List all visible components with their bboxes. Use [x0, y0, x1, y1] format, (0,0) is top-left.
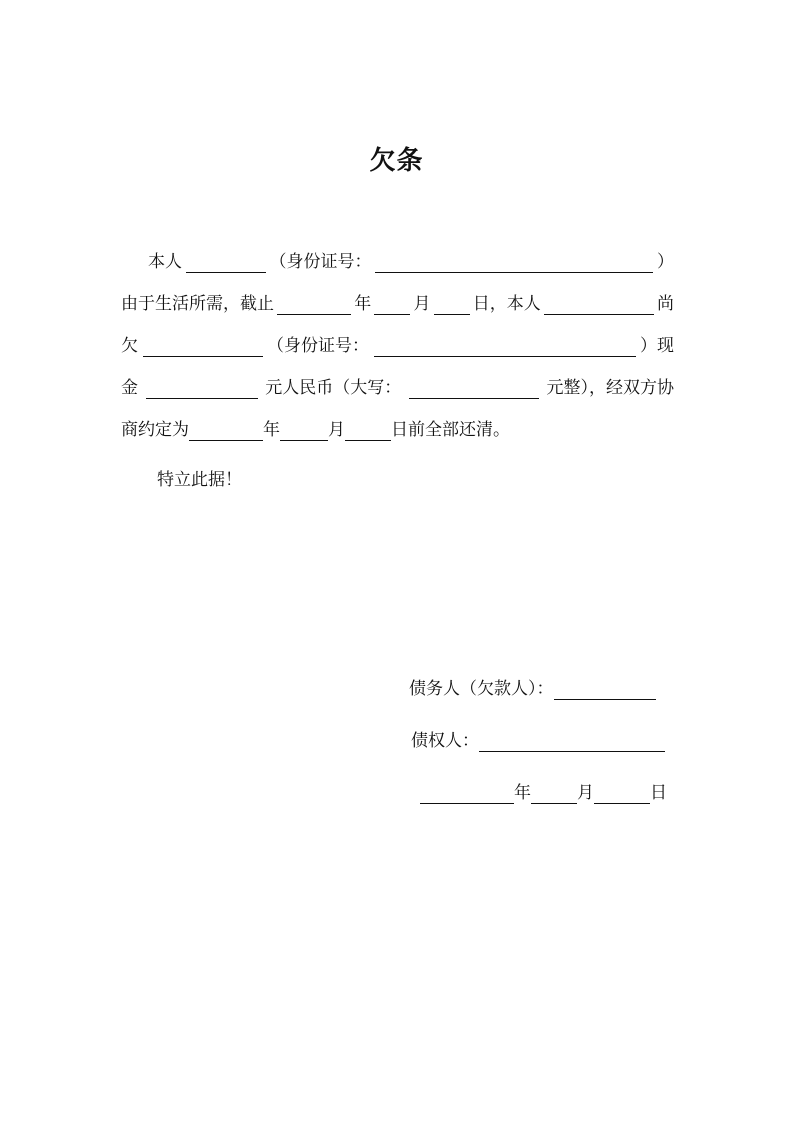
creditor-id-blank[interactable] — [374, 334, 636, 357]
text-segment: 日 — [650, 783, 667, 803]
text-segment: 元人民币（大写： — [265, 378, 402, 398]
creditor-name-blank[interactable] — [143, 334, 263, 357]
debtor-label: 债务人（欠款人）： — [409, 679, 554, 699]
due-day-blank[interactable] — [345, 418, 391, 441]
text-segment: 日，本人 — [472, 294, 541, 314]
closing-statement — [157, 465, 457, 495]
text-segment: 元整），经双方协 — [546, 378, 674, 398]
text-segment: 欠 — [121, 336, 138, 356]
cutoff-month-blank[interactable] — [374, 292, 410, 315]
text-segment: （身份证号： — [269, 252, 372, 272]
borrower-id-blank[interactable] — [375, 250, 653, 273]
text-segment: 年 — [263, 420, 280, 440]
amount-uppercase-blank[interactable] — [409, 376, 539, 399]
amount-blank[interactable] — [146, 376, 258, 399]
due-month-blank[interactable] — [280, 418, 328, 441]
signature-date-line — [420, 778, 674, 808]
text-segment: 月 — [577, 783, 594, 803]
text-segment: 本人 — [148, 252, 182, 272]
body-line-2 — [121, 289, 674, 319]
closing-text: 特立此据！ — [157, 470, 242, 490]
sign-year-blank[interactable] — [420, 781, 514, 804]
text-segment: 由于生活所需，截止 — [121, 294, 274, 314]
text-segment: 日前全部还清。 — [391, 420, 510, 440]
debtor-signature-blank[interactable] — [554, 677, 656, 700]
text-segment: 月 — [413, 294, 431, 314]
debtor-name-blank[interactable] — [544, 292, 654, 315]
body-line-1 — [121, 247, 674, 277]
body-line-4 — [121, 373, 674, 403]
due-year-blank[interactable] — [189, 418, 263, 441]
debtor-signature-line — [409, 674, 671, 704]
creditor-signature-line — [411, 726, 672, 756]
text-segment: 商约定为 — [121, 420, 189, 440]
text-segment: 年 — [354, 294, 372, 314]
text-segment: （身份证号： — [267, 336, 369, 356]
text-segment: ）现 — [640, 336, 674, 356]
body-line-3 — [121, 331, 674, 361]
borrower-name-blank[interactable] — [186, 250, 266, 273]
cutoff-day-blank[interactable] — [434, 292, 470, 315]
creditor-label: 债权人： — [411, 731, 479, 751]
text-segment: 月 — [328, 420, 345, 440]
text-segment: 年 — [514, 783, 531, 803]
text-segment: 尚 — [657, 294, 674, 314]
text-segment: 金 — [121, 378, 138, 398]
cutoff-year-blank[interactable] — [277, 292, 351, 315]
sign-day-blank[interactable] — [594, 781, 650, 804]
body-line-5 — [121, 415, 674, 445]
text-segment: ） — [657, 252, 674, 272]
document-title: 欠条 — [369, 146, 424, 176]
creditor-signature-blank[interactable] — [479, 729, 665, 752]
sign-month-blank[interactable] — [531, 781, 577, 804]
